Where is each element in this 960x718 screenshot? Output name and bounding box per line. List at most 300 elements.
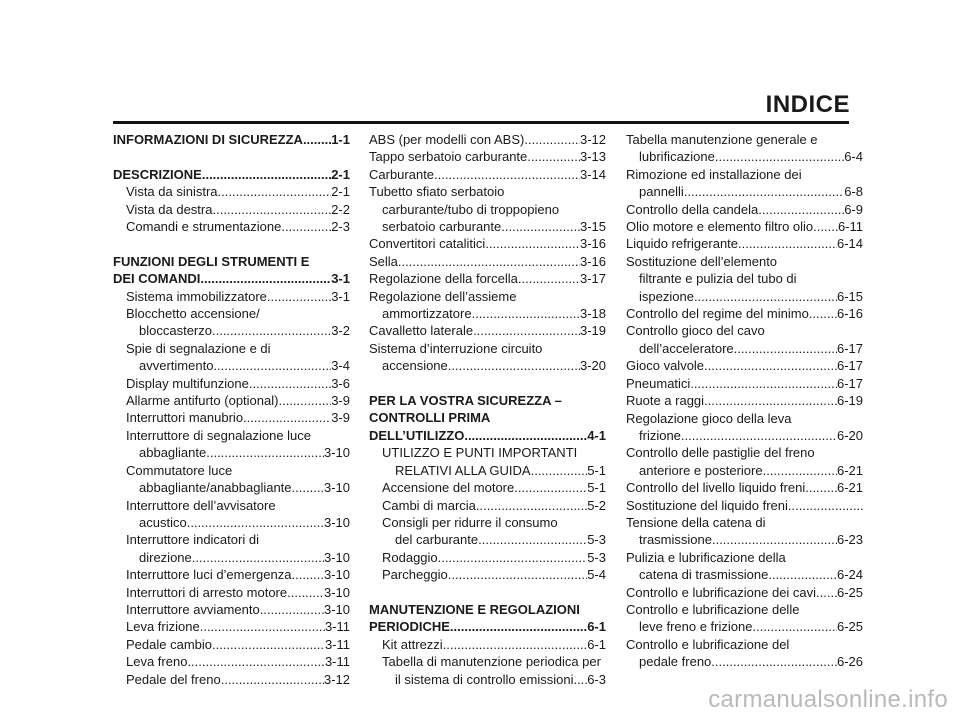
toc-entry[interactable] bbox=[113, 497, 350, 532]
toc-page-number: 6-11 bbox=[837, 219, 863, 235]
toc-entry[interactable] bbox=[626, 357, 863, 374]
toc-entry-text: Pedale cambio bbox=[126, 636, 212, 652]
toc-entry[interactable] bbox=[626, 218, 863, 235]
toc-line bbox=[113, 340, 350, 357]
toc-page-number: 3-15 bbox=[579, 219, 606, 235]
toc-page-number: 4-1 bbox=[587, 427, 606, 443]
toc-entry-text: del carburante bbox=[395, 532, 479, 548]
toc-entry[interactable] bbox=[626, 549, 863, 584]
toc-line bbox=[113, 183, 350, 200]
toc-line bbox=[369, 288, 606, 305]
toc-section[interactable] bbox=[369, 392, 606, 444]
toc-line bbox=[369, 479, 606, 496]
toc-entry[interactable] bbox=[113, 218, 350, 235]
toc-entry[interactable] bbox=[369, 566, 606, 583]
toc-entry[interactable] bbox=[626, 305, 863, 322]
toc-section[interactable] bbox=[113, 253, 350, 288]
toc-entry-text: Interruttore dell’avvisatore bbox=[126, 497, 276, 513]
toc-line bbox=[113, 305, 350, 322]
toc-page-number: 3-1 bbox=[331, 271, 350, 287]
toc-section[interactable] bbox=[113, 166, 350, 183]
toc-entry[interactable] bbox=[369, 288, 606, 323]
toc-page-number: 3-12 bbox=[579, 132, 606, 147]
toc-dot-leader bbox=[221, 671, 324, 688]
toc-line bbox=[626, 549, 863, 566]
toc-entry-text: Sostituzione dell’elemento bbox=[626, 253, 778, 269]
toc-dot-leader bbox=[690, 375, 837, 392]
toc-entry-text: PER LA VOSTRA SICUREZZA – bbox=[369, 393, 562, 409]
toc-column-3 bbox=[626, 131, 863, 671]
toc-entry-text: DEI COMANDI bbox=[113, 271, 201, 287]
toc-entry[interactable] bbox=[626, 497, 863, 514]
toc-entry-text: Consigli per ridurre il consumo bbox=[382, 514, 558, 530]
toc-dot-leader bbox=[438, 549, 588, 566]
toc-line bbox=[626, 235, 863, 252]
toc-column-2 bbox=[369, 131, 606, 688]
watermark: carmanualsonline.info bbox=[708, 686, 948, 713]
toc-entry[interactable] bbox=[113, 601, 350, 618]
toc-entry-text: Pedale del freno bbox=[126, 671, 221, 687]
toc-entry[interactable] bbox=[369, 270, 606, 287]
toc-line bbox=[113, 288, 350, 305]
toc-entry-text: Tensione della catena di bbox=[626, 514, 766, 530]
toc-entry[interactable] bbox=[113, 375, 350, 392]
toc-entry[interactable] bbox=[626, 584, 863, 601]
toc-entry-text: catena di trasmissione bbox=[639, 567, 769, 583]
toc-entry-text: pedale freno bbox=[639, 654, 712, 670]
toc-page-number: 3-14 bbox=[579, 166, 606, 182]
toc-entry[interactable] bbox=[626, 375, 863, 392]
toc-page-number: 6-21 bbox=[836, 480, 863, 496]
toc-entry[interactable] bbox=[113, 427, 350, 462]
toc-dot-leader bbox=[260, 601, 324, 618]
toc-entry-text: Controllo gioco del cavo bbox=[626, 323, 765, 339]
toc-page-number: 5-1 bbox=[587, 480, 606, 496]
toc-page-number: 3-11 bbox=[324, 636, 350, 652]
toc-entry-text: Comandi e strumentazione bbox=[126, 219, 282, 235]
toc-line bbox=[113, 253, 350, 270]
toc-line bbox=[626, 218, 863, 235]
toc-entry-text: Controllo del livello liquido freni bbox=[626, 480, 806, 496]
toc-entry-text: ammortizzatore bbox=[382, 306, 472, 322]
toc-entry-text: Kit attrezzi bbox=[382, 636, 443, 652]
toc-dot-leader bbox=[681, 427, 837, 444]
toc-page-number: 3-10 bbox=[323, 549, 350, 565]
toc-entry-text: Interruttori di arresto motore bbox=[126, 584, 288, 600]
toc-entry-text: Carburante bbox=[369, 166, 435, 182]
toc-entry-text: FUNZIONI DEGLI STRUMENTI E bbox=[113, 253, 310, 269]
toc-line bbox=[369, 549, 606, 566]
toc-entry[interactable] bbox=[113, 566, 350, 583]
toc-dot-leader bbox=[398, 253, 580, 270]
toc-page-number: 6-3 bbox=[587, 671, 606, 687]
toc-line bbox=[113, 357, 350, 374]
toc-entry[interactable] bbox=[626, 166, 863, 201]
toc-dot-leader bbox=[518, 270, 580, 287]
toc-dot-leader bbox=[809, 305, 837, 322]
toc-line bbox=[113, 462, 350, 479]
toc-line bbox=[369, 357, 606, 374]
title-rule bbox=[113, 121, 849, 124]
toc-entry-text: Tappo serbatoio carburante bbox=[369, 149, 528, 165]
toc-entry-text: Tabella di manutenzione periodica per bbox=[382, 654, 601, 670]
toc-line bbox=[626, 131, 863, 148]
toc-page-number: 3-2 bbox=[331, 323, 350, 339]
toc-page-number: 6-17 bbox=[836, 375, 863, 391]
toc-page-number: 3-19 bbox=[579, 323, 606, 339]
toc-dot-leader bbox=[287, 584, 324, 601]
toc-page-number: 6-23 bbox=[836, 532, 863, 548]
toc-dot-leader bbox=[434, 166, 580, 183]
toc-line bbox=[369, 201, 606, 218]
toc-entry-text: Ruote a raggi bbox=[626, 393, 705, 409]
toc-entry-text: Pulizia e lubrificazione della bbox=[626, 549, 786, 565]
toc-page-number: 3-6 bbox=[331, 375, 350, 391]
toc-page-number: 6-15 bbox=[836, 288, 863, 304]
toc-dot-leader bbox=[200, 270, 331, 287]
toc-dot-leader bbox=[292, 479, 324, 496]
toc-dot-leader bbox=[249, 375, 331, 392]
toc-dot-leader bbox=[450, 618, 587, 635]
toc-page-number: 2-1 bbox=[331, 184, 350, 200]
toc-line bbox=[113, 444, 350, 461]
toc-entry-text: Controllo del regime del minimo bbox=[626, 306, 809, 322]
toc-page-number: 5-3 bbox=[587, 532, 606, 548]
toc-entry-text: Cavalletto laterale bbox=[369, 323, 474, 339]
toc-entry[interactable] bbox=[369, 148, 606, 165]
toc-line bbox=[626, 618, 863, 635]
toc-entry[interactable] bbox=[113, 392, 350, 409]
toc-dot-leader bbox=[485, 235, 580, 252]
toc-entry-text: Controllo e lubrificazione delle bbox=[626, 601, 800, 617]
toc-entry-text: frizione bbox=[639, 427, 681, 443]
toc-entry[interactable] bbox=[369, 166, 606, 183]
toc-entry-text: abbagliante bbox=[139, 445, 207, 461]
toc-dot-leader bbox=[192, 549, 324, 566]
toc-line bbox=[369, 497, 606, 514]
toc-entry-text: Parcheggio bbox=[382, 567, 448, 583]
toc-line bbox=[113, 392, 350, 409]
toc-page-number: 3-10 bbox=[323, 567, 350, 583]
toc-section[interactable] bbox=[369, 601, 606, 636]
toc-section[interactable] bbox=[113, 131, 350, 148]
toc-entry[interactable] bbox=[113, 653, 350, 670]
toc-line bbox=[369, 653, 606, 670]
toc-page-number: 6-16 bbox=[836, 306, 863, 322]
toc-entry-text: Interruttore luci d’emergenza bbox=[126, 567, 292, 583]
toc-line bbox=[369, 131, 606, 148]
toc-entry-text: trasmissione bbox=[639, 532, 712, 548]
toc-entry-text: Controllo delle pastiglie del freno bbox=[626, 445, 815, 461]
toc-dot-leader bbox=[704, 357, 837, 374]
toc-dot-leader bbox=[448, 357, 580, 374]
toc-entry-text: Allarme antifurto (optional) bbox=[126, 393, 279, 409]
toc-line bbox=[369, 427, 606, 444]
toc-entry-text: Regolazione gioco della leva bbox=[626, 410, 792, 426]
toc-entry-text: MANUTENZIONE E REGOLAZIONI bbox=[369, 601, 580, 617]
toc-entry-text: Commutatore luce bbox=[126, 462, 233, 478]
toc-line bbox=[113, 601, 350, 618]
toc-dot-leader bbox=[758, 201, 844, 218]
toc-line bbox=[369, 531, 606, 548]
toc-entry[interactable] bbox=[113, 340, 350, 375]
toc-entry[interactable] bbox=[369, 322, 606, 339]
toc-line bbox=[626, 288, 863, 305]
toc-page-number: 6-17 bbox=[836, 358, 863, 374]
toc-entry-text: Sistema d’interruzione circuito bbox=[369, 340, 543, 356]
toc-line bbox=[113, 479, 350, 496]
toc-entry[interactable] bbox=[369, 514, 606, 549]
toc-dot-leader bbox=[243, 409, 331, 426]
toc-entry[interactable] bbox=[369, 183, 606, 235]
toc-line bbox=[113, 218, 350, 235]
toc-entry-text: Tabella manutenzione generale e bbox=[626, 132, 818, 147]
toc-entry-text: Leva freno bbox=[126, 654, 188, 670]
toc-line bbox=[369, 671, 606, 688]
toc-entry-text: ABS (per modelli con ABS) bbox=[369, 132, 525, 147]
toc-entry-text: INFORMAZIONI DI SICUREZZA bbox=[113, 132, 303, 147]
toc-entry[interactable] bbox=[369, 235, 606, 252]
toc-entry-text: Vista da destra bbox=[126, 201, 213, 217]
toc-dot-leader bbox=[278, 392, 331, 409]
toc-entry[interactable] bbox=[369, 636, 606, 653]
toc-line bbox=[113, 322, 350, 339]
toc-page-number: 2-2 bbox=[331, 201, 350, 217]
toc-entry-text: Display multifunzione bbox=[126, 375, 249, 391]
toc-dot-leader bbox=[303, 131, 331, 148]
toc-line bbox=[626, 427, 863, 444]
toc-page-number: 6-1 bbox=[587, 619, 606, 635]
toc-entry[interactable] bbox=[113, 288, 350, 305]
toc-dot-leader bbox=[694, 288, 837, 305]
toc-entry-text: Interruttore di segnalazione luce bbox=[126, 427, 312, 443]
toc-dot-leader bbox=[531, 462, 588, 479]
toc-line bbox=[626, 340, 863, 357]
toc-dot-leader bbox=[514, 479, 587, 496]
toc-dot-leader bbox=[805, 479, 837, 496]
toc-entry-text: Gioco valvole bbox=[626, 358, 705, 374]
toc-entry[interactable] bbox=[626, 601, 863, 636]
toc-entry-text: Controllo e lubrificazione del bbox=[626, 636, 790, 652]
toc-entry[interactable] bbox=[113, 531, 350, 566]
toc-line bbox=[626, 183, 863, 200]
toc-page-number: 5-1 bbox=[587, 462, 606, 478]
toc-entry-text: serbatoio carburante bbox=[382, 219, 502, 235]
toc-dot-leader bbox=[472, 305, 580, 322]
toc-page-number: 6-8 bbox=[844, 184, 863, 200]
toc-entry-text: Cambi di marcia bbox=[382, 497, 476, 513]
toc-line bbox=[369, 183, 606, 200]
toc-line bbox=[369, 253, 606, 270]
toc-page-number: 6-26 bbox=[836, 654, 863, 670]
toc-page-number: 3-10 bbox=[323, 601, 350, 617]
toc-entry[interactable] bbox=[626, 322, 863, 357]
toc-line bbox=[626, 253, 863, 270]
toc-page-number: 6-25 bbox=[836, 619, 863, 635]
toc-entry-text: anteriore e posteriore bbox=[639, 462, 763, 478]
toc-entry[interactable] bbox=[369, 253, 606, 270]
toc-dot-leader bbox=[501, 218, 580, 235]
toc-entry-text: Rodaggio bbox=[382, 549, 438, 565]
toc-dot-leader bbox=[738, 235, 837, 252]
toc-entry[interactable] bbox=[626, 636, 863, 671]
toc-dot-leader bbox=[816, 584, 837, 601]
toc-page-number: 3-11 bbox=[324, 619, 350, 635]
toc-dot-leader bbox=[212, 201, 331, 218]
toc-entry[interactable] bbox=[369, 549, 606, 566]
toc-line bbox=[626, 201, 863, 218]
toc-line bbox=[369, 566, 606, 583]
toc-entry[interactable] bbox=[113, 183, 350, 200]
toc-entry[interactable] bbox=[113, 584, 350, 601]
toc-dot-leader bbox=[218, 183, 332, 200]
toc-dot-leader bbox=[813, 218, 838, 235]
toc-page-number: 3-10 bbox=[323, 514, 350, 530]
toc-page-number: 2-1 bbox=[331, 166, 350, 182]
toc-entry[interactable] bbox=[113, 671, 350, 688]
toc-dot-leader bbox=[711, 653, 837, 670]
toc-entry[interactable] bbox=[369, 444, 606, 479]
toc-page-number: 3-16 bbox=[579, 236, 606, 252]
toc-entry-text: Interruttore avviamento bbox=[126, 601, 260, 617]
toc-page-number: 6-9 bbox=[844, 201, 863, 217]
toc-dot-leader bbox=[768, 566, 837, 583]
toc-line bbox=[626, 479, 863, 496]
toc-entry-text: Sostituzione del liquido freni bbox=[626, 497, 788, 513]
toc-line bbox=[626, 601, 863, 618]
toc-entry[interactable] bbox=[113, 409, 350, 426]
toc-line bbox=[626, 357, 863, 374]
toc-dot-leader bbox=[200, 618, 325, 635]
toc-line bbox=[113, 584, 350, 601]
toc-entry[interactable] bbox=[626, 479, 863, 496]
toc-page-number: 3-12 bbox=[323, 671, 350, 687]
toc-line bbox=[626, 462, 863, 479]
toc-entry-text: accensione bbox=[382, 358, 448, 374]
toc-entry-text: carburante/tubo di troppopieno bbox=[382, 201, 560, 217]
toc-line bbox=[113, 201, 350, 218]
toc-entry-text: Liquido refrigerante bbox=[626, 236, 739, 252]
toc-line bbox=[626, 444, 863, 461]
toc-entry[interactable] bbox=[369, 653, 606, 688]
toc-entry-text: Rimozione ed installazione dei bbox=[626, 166, 802, 182]
toc-dot-leader bbox=[763, 462, 837, 479]
toc-dot-leader bbox=[715, 148, 844, 165]
toc-entry[interactable] bbox=[113, 305, 350, 340]
toc-page-number: 3-13 bbox=[579, 149, 606, 165]
toc-line bbox=[113, 166, 350, 183]
toc-dot-leader bbox=[788, 497, 863, 514]
toc-line bbox=[626, 636, 863, 653]
toc-line bbox=[626, 392, 863, 409]
toc-entry-text: filtrante e pulizia del tubo di bbox=[639, 271, 797, 287]
toc-page-number: 3-9 bbox=[331, 410, 350, 426]
toc-entry[interactable] bbox=[369, 131, 606, 148]
toc-entry-text: Controllo e lubrificazione dei cavi bbox=[626, 584, 817, 600]
toc-line bbox=[113, 566, 350, 583]
toc-line bbox=[626, 410, 863, 427]
toc-line bbox=[626, 514, 863, 531]
toc-page-number: 6-17 bbox=[836, 340, 863, 356]
toc-line bbox=[626, 148, 863, 165]
toc-entry-text: Regolazione della forcella bbox=[369, 271, 518, 287]
toc-entry[interactable] bbox=[626, 444, 863, 479]
toc-page-number: 6-19 bbox=[836, 393, 863, 409]
toc-entry[interactable] bbox=[113, 636, 350, 653]
toc-dot-leader bbox=[573, 671, 587, 688]
toc-entry[interactable] bbox=[626, 253, 863, 305]
toc-entry-text: DESCRIZIONE bbox=[113, 166, 202, 182]
toc-page-number: 6-21 bbox=[836, 462, 863, 478]
toc-entry[interactable] bbox=[626, 235, 863, 252]
toc-dot-leader bbox=[206, 444, 324, 461]
toc-entry[interactable] bbox=[113, 201, 350, 218]
toc-entry-text: avvertimento bbox=[139, 358, 214, 374]
toc-line bbox=[626, 584, 863, 601]
toc-line bbox=[369, 618, 606, 635]
toc-entry-text: RELATIVI ALLA GUIDA bbox=[395, 462, 531, 478]
toc-entry-text: Leva frizione bbox=[126, 619, 200, 635]
toc-line bbox=[369, 322, 606, 339]
toc-page-number: 3-9 bbox=[331, 393, 350, 409]
toc-entry[interactable] bbox=[626, 410, 863, 445]
toc-line bbox=[369, 166, 606, 183]
toc-entry-text: Convertitori catalitici bbox=[369, 236, 486, 252]
toc-entry-text: PERIODICHE bbox=[369, 619, 450, 635]
toc-entry[interactable] bbox=[113, 618, 350, 635]
toc-entry-text: Regolazione dell’assieme bbox=[369, 288, 517, 304]
toc-page-number: 2-3 bbox=[331, 219, 350, 235]
page-title: INDICE bbox=[765, 91, 850, 118]
toc-entry[interactable] bbox=[113, 462, 350, 497]
toc-entry[interactable] bbox=[369, 497, 606, 514]
toc-dot-leader bbox=[291, 566, 323, 583]
toc-entry-text: pannelli bbox=[639, 184, 684, 200]
toc-dot-leader bbox=[202, 166, 331, 183]
toc-entry-text: abbagliante/anabbagliante bbox=[139, 480, 292, 496]
toc-dot-leader bbox=[448, 566, 587, 583]
toc-line bbox=[113, 549, 350, 566]
toc-dot-leader bbox=[712, 531, 837, 548]
toc-entry-text: Controllo della candela bbox=[626, 201, 759, 217]
toc-line bbox=[626, 653, 863, 670]
toc-entry[interactable] bbox=[369, 340, 606, 375]
toc-entry[interactable] bbox=[626, 201, 863, 218]
toc-page-number: 5-4 bbox=[587, 567, 606, 583]
toc-dot-leader bbox=[476, 497, 587, 514]
toc-entry[interactable] bbox=[626, 131, 863, 166]
toc-entry-text: Sella bbox=[369, 253, 398, 269]
toc-line bbox=[369, 409, 606, 426]
toc-dot-leader bbox=[213, 357, 331, 374]
toc-dot-leader bbox=[464, 427, 587, 444]
toc-line bbox=[369, 392, 606, 409]
toc-line bbox=[113, 618, 350, 635]
toc-entry-text: ispezione bbox=[639, 288, 694, 304]
toc-line bbox=[626, 166, 863, 183]
toc-page-number: 6-14 bbox=[836, 236, 863, 252]
toc-dot-leader bbox=[524, 131, 580, 148]
toc-line bbox=[113, 131, 350, 148]
toc-page-number: 5-2 bbox=[587, 497, 606, 513]
toc-dot-leader bbox=[752, 618, 837, 635]
toc-entry[interactable] bbox=[369, 479, 606, 496]
toc-entry-text: Spie di segnalazione e di bbox=[126, 340, 271, 356]
toc-entry[interactable] bbox=[626, 392, 863, 409]
toc-entry[interactable] bbox=[626, 514, 863, 549]
toc-line bbox=[369, 601, 606, 618]
toc-page-number: 6-1 bbox=[587, 636, 606, 652]
